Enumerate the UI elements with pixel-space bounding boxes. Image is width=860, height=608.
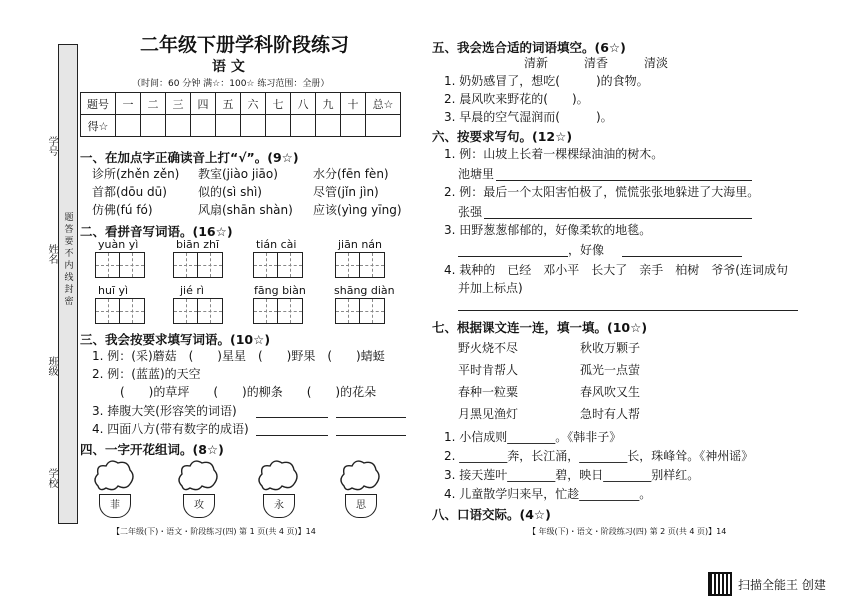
table-cell [216, 115, 241, 137]
table-cell: 九 [316, 93, 341, 115]
s7-fill[interactable]: 1. 小信成则________。《韩非子》 [444, 430, 622, 444]
table-cell: 五 [216, 93, 241, 115]
pinyin-label: tián cài [256, 238, 297, 251]
flower-pot-char: 思 [345, 494, 377, 518]
section-3-heading: 三、我会按要求填写词语。(10☆) [80, 332, 271, 347]
s6-question: 3. 田野葱葱郁郁的，好像柔软的地毯。 [444, 223, 652, 237]
writing-grid[interactable] [335, 298, 385, 324]
section-1-heading: 一、在加点字正确读音上打“√”。(9☆) [80, 150, 299, 165]
pinyin-label: huī yì [98, 284, 129, 297]
qr-code-icon [708, 572, 732, 596]
table-cell [166, 115, 191, 137]
class-label: 班级 [46, 356, 57, 376]
s6-answer-prefix: 池塘里 [458, 167, 495, 181]
page-footer-right: 【 年级(下)・语文・阶段练习(四) 第 2 页(共 4 页)】14 [528, 527, 727, 536]
page-title: 二年级下册学科阶段练习 [140, 34, 350, 56]
score-table [80, 92, 401, 137]
table-cell: 六 [241, 93, 266, 115]
page-footer-left: 【二年级(下)・语文・阶段练习(四) 第 1 页(共 4 页)】14 [112, 527, 316, 536]
subject-title: 语 文 [212, 59, 245, 75]
table-cell [191, 115, 216, 137]
school-label: 学校 [46, 468, 57, 488]
writing-grid[interactable] [253, 298, 303, 324]
section-4-heading: 四、一字开花组词。(8☆) [80, 442, 224, 457]
table-cell: 七 [266, 93, 291, 115]
table-cell: 三 [166, 93, 191, 115]
answer-line[interactable] [336, 417, 406, 418]
tree-icon [338, 458, 382, 494]
table-cell: 八 [291, 93, 316, 115]
answer-line[interactable] [496, 180, 752, 181]
tree-icon [176, 458, 220, 494]
s3-line: 2. 例：(蓝蓝)的天空 [92, 367, 201, 381]
s6-question: 1. 例：山坡上长着一棵棵绿油油的树木。 [444, 147, 664, 161]
flower-pot-char: 攻 [183, 494, 215, 518]
table-cell: 题号 [81, 93, 116, 115]
match-right-item[interactable]: 急时有人帮 [580, 407, 641, 421]
table-cell: 总☆ [366, 93, 401, 115]
name-label: 姓名 [46, 244, 57, 264]
section-8-heading: 八、口语交际。(4☆) [432, 507, 551, 522]
student-number-label: 学号 [46, 136, 57, 156]
pinyin-label: yuàn yì [98, 238, 139, 251]
table-cell [116, 115, 141, 137]
writing-grid[interactable] [173, 298, 223, 324]
pinyin-label: jié rì [180, 284, 204, 297]
s1-item[interactable]: 仿佛(fú fó) [92, 203, 153, 217]
section-6-heading: 六、按要求写句。(12☆) [432, 129, 573, 144]
table-cell: 一 [116, 93, 141, 115]
s1-item[interactable]: 尽管(jǐn jìn) [313, 185, 379, 199]
s6-answer-prefix: 张强 [458, 205, 483, 219]
table-cell: 十 [341, 93, 366, 115]
writing-grid[interactable] [173, 252, 223, 278]
table-cell [316, 115, 341, 137]
s7-fill[interactable]: 2. ________奔，长江涌，________长，珠峰耸。《神州谣》 [444, 449, 754, 463]
s3-line[interactable]: ( )的草坪 ( )的柳条 ( )的花朵 [120, 385, 377, 399]
pinyin-label: jiān nán [338, 238, 383, 251]
s1-item[interactable]: 风扇(shān shàn) [198, 203, 293, 217]
table-cell: 四 [191, 93, 216, 115]
s1-item[interactable]: 似的(sì shì) [198, 185, 262, 199]
match-right-item[interactable]: 秋收万颗子 [580, 341, 641, 355]
table-cell [341, 115, 366, 137]
s1-item[interactable]: 教室(jiào jiāo) [198, 167, 278, 181]
match-right-item[interactable]: 春风吹又生 [580, 385, 641, 399]
writing-grid[interactable] [253, 252, 303, 278]
section-5-heading: 五、我会选合适的词语填空。(6☆) [432, 40, 626, 55]
s5-question[interactable]: 1. 奶奶感冒了，想吃( )的食物。 [444, 74, 649, 88]
answer-line[interactable] [622, 256, 742, 257]
table-cell [141, 115, 166, 137]
writing-grid[interactable] [335, 252, 385, 278]
answer-line[interactable] [458, 256, 568, 257]
pinyin-label: biān zhī [176, 238, 220, 251]
flower-pot-char: 菲 [99, 494, 131, 518]
answer-line[interactable] [256, 417, 328, 418]
seal-line-text: 题 答 要 不 内 线 封 密 [64, 213, 74, 307]
s6-question: 4. 栽种的 已经 邓小平 长大了 亲手 柏树 爷爷(连词成句 [444, 263, 788, 277]
s3-line: 3. 捧腹大笑(形容笑的词语) [92, 404, 237, 418]
tree-icon [92, 458, 136, 494]
s5-question[interactable]: 3. 早晨的空气湿润而( )。 [444, 110, 613, 124]
table-cell [366, 115, 401, 137]
section-2-heading: 二、看拼音写词语。(16☆) [80, 224, 233, 239]
s6-question: 2. 例：最后一个太阳害怕极了，慌慌张张地躲进了大海里。 [444, 185, 760, 199]
s6-answer-prefix: ，好像 [568, 243, 605, 257]
answer-line[interactable] [484, 218, 752, 219]
s1-item[interactable]: 应该(yìng yīng) [313, 203, 402, 217]
table-cell: 得☆ [81, 115, 116, 137]
section-7-heading: 七、根据课文连一连，填一填。(10☆) [432, 320, 648, 335]
table-cell [241, 115, 266, 137]
tree-icon [256, 458, 300, 494]
answer-line[interactable] [458, 310, 798, 311]
match-left-item[interactable]: 野火烧不尽 [458, 341, 519, 355]
s7-fill[interactable]: 3. 接天莲叶________碧，映日________别样红。 [444, 468, 700, 482]
s5-question[interactable]: 2. 晨风吹来野花的( )。 [444, 92, 589, 106]
table-cell: 二 [141, 93, 166, 115]
answer-line[interactable] [256, 435, 328, 436]
table-cell [291, 115, 316, 137]
score-table-header-row [81, 93, 401, 115]
exam-info: （时间：60 分钟 满☆：100☆ 练习范围：全册） [132, 79, 330, 89]
s1-item[interactable]: 首都(dōu dū) [92, 185, 167, 199]
match-left-item[interactable]: 平时肯帮人 [458, 363, 519, 377]
match-right-item[interactable]: 孤光一点萤 [580, 363, 641, 377]
s6-question-cont: 并加上标点) [458, 281, 523, 295]
scanner-watermark: 扫描全能王 创建 [738, 578, 826, 592]
word-options: 清新 清香 清淡 [524, 56, 669, 70]
flower-pot-char: 永 [263, 494, 295, 518]
match-left-item[interactable]: 春种一粒粟 [458, 385, 519, 399]
answer-line[interactable] [336, 435, 406, 436]
pinyin-label: shāng diàn [334, 284, 395, 297]
writing-grid[interactable] [95, 252, 145, 278]
s1-item[interactable]: 诊所(zhěn zěn) [92, 167, 180, 181]
match-left-item[interactable]: 月黑见渔灯 [458, 407, 519, 421]
s7-fill[interactable]: 4. 儿童散学归来早，忙趁__________。 [444, 487, 652, 501]
pinyin-label: fāng biàn [254, 284, 306, 297]
score-table-score-row [81, 115, 401, 137]
s1-item[interactable]: 水分(fēn fèn) [313, 167, 389, 181]
writing-grid[interactable] [95, 298, 145, 324]
s3-line[interactable]: 1. 例：(采)蘑菇 ( )星星 ( )野果 ( )蜻蜓 [92, 349, 385, 363]
s3-line: 4. 四面八方(带有数字的成语) [92, 422, 249, 436]
table-cell [266, 115, 291, 137]
